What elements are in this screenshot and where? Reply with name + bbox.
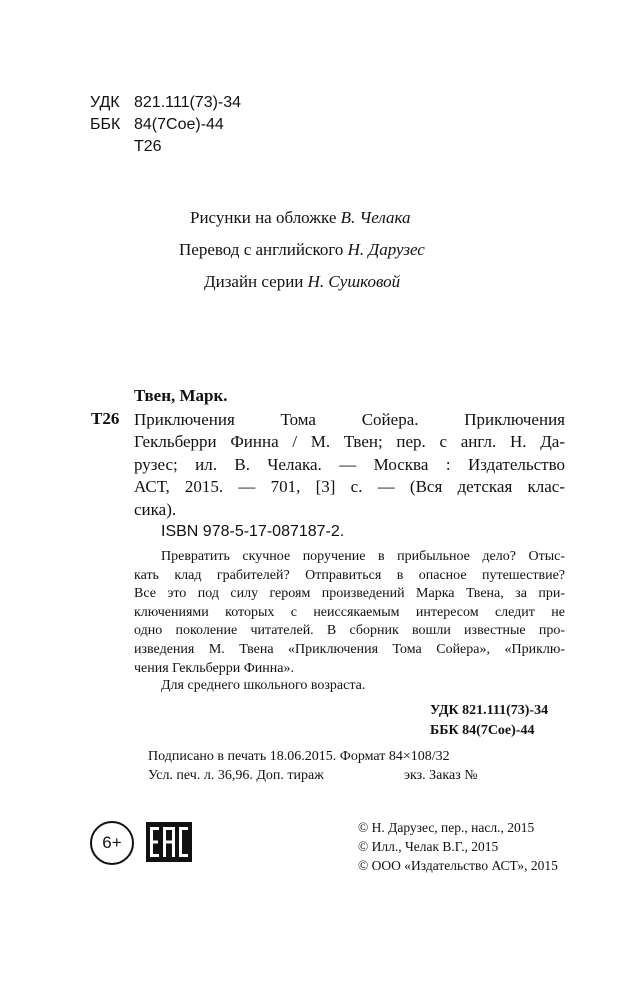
description-line: АСТ, 2015. — 701, [3] с. — (Вся детская клас- [134, 477, 565, 497]
imprint-line: Подписано в печать 18.06.2015. Формат 84×108/32 [148, 749, 450, 764]
credit-text: Перевод с английского [179, 240, 348, 259]
udk-bottom: УДК 821.111(73)-34 [430, 703, 549, 718]
entry-mark: Т26 [91, 409, 120, 428]
series-design-credit [204, 272, 400, 292]
credit-name: Н. Дарузес [347, 240, 425, 259]
isbn: ISBN 978-5-17-087187-2. [161, 523, 345, 540]
annotation-line: ключениями которых с неиссякаемым интересом следит не [134, 604, 565, 620]
annotation-line: одно поколение читателей. В сборник вошли известные про- [134, 623, 565, 639]
udk-value: 821.111(73)-34 [134, 94, 242, 111]
annotation-line: Все это под силу героям произведений Марка Твена, за при- [134, 586, 565, 602]
credit-text: Дизайн серии [204, 272, 308, 291]
udk-label: УДК [90, 94, 120, 111]
copyright-line: © Илл., Челак В.Г., 2015 [358, 839, 499, 854]
credit-name: Н. Сушковой [307, 272, 401, 291]
audience-note: Для среднего школьного возраста. [161, 678, 366, 693]
description-line: Гекльберри Финна / М. Твен; пер. с англ. Н. Да- [134, 432, 565, 452]
annotation-line: изведения М. Твена «Приключения Тома Сойера», «Приклю- [134, 641, 565, 657]
bibliographic-description [134, 409, 565, 521]
bbk-bottom: ББК 84(7Сое)-44 [430, 723, 535, 738]
annotation [134, 548, 565, 678]
description-line: Приключения Тома Сойера. Приключения [134, 410, 565, 429]
credit-text: Рисунки на обложке [190, 208, 341, 227]
eac-logo-icon [146, 822, 192, 862]
credit-name: В. Челака [340, 208, 411, 227]
imprint-line-right: экз. Заказ № [404, 768, 478, 783]
imprint-line-left: Усл. печ. л. 36,96. Доп. тираж [148, 768, 324, 783]
cover-illustration-credit [190, 208, 411, 228]
author-heading: Твен, Марк. [134, 386, 228, 405]
description-line: сика). [134, 499, 177, 519]
annotation-line: Превратить скучное поручение в прибыльное дело? Отыс- [161, 549, 565, 564]
copyright-line: © ООО «Издательство АСТ», 2015 [358, 858, 558, 873]
bbk-label: ББК [90, 116, 121, 133]
description-line: рузес; ил. В. Челака. — Москва : Издательство [134, 454, 565, 474]
annotation-line: кать клад грабителей? Отправиться в опасное путешествие? [134, 567, 565, 583]
bbk-value: 84(7Сое)-44 [134, 116, 224, 133]
age-rating-badge: 6+ [90, 821, 134, 865]
copyright-line: © Н. Дарузес, пер., насл., 2015 [358, 820, 535, 835]
translation-credit [179, 240, 425, 260]
author-mark: Т26 [134, 138, 162, 155]
annotation-line: чения Гекльберри Финна». [134, 660, 294, 676]
